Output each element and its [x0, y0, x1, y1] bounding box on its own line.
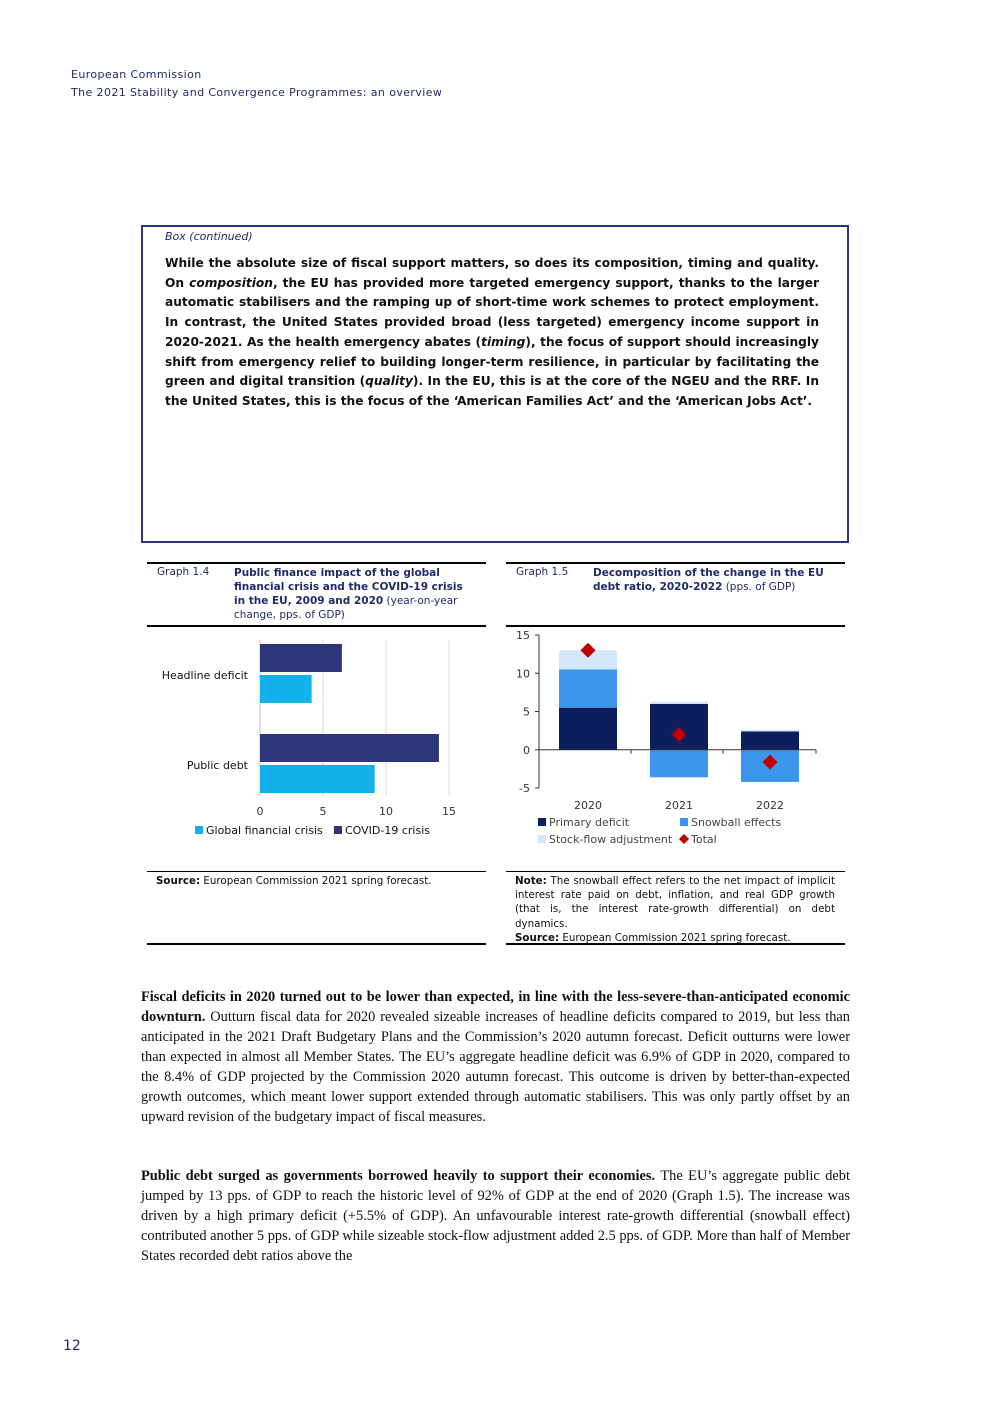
bar-snowball-effects [650, 750, 708, 778]
y-tick-label: 5 [523, 705, 530, 719]
bar-stock-flow-adjustment [741, 730, 799, 732]
graph15-bottom-rule [506, 943, 845, 945]
y-tick-label: 0 [523, 743, 530, 757]
legend-swatch [195, 826, 203, 834]
graph14-source-text: European Commission 2021 spring forecast. [200, 875, 432, 887]
bar-primary-deficit [741, 731, 799, 749]
graph14-top-rule [147, 562, 486, 564]
graph15-source-text: European Commission 2021 spring forecast. [559, 931, 791, 944]
x-tick-label: 5 [319, 805, 327, 818]
bar-primary-deficit [650, 704, 708, 750]
graph15-footer-rule [506, 871, 845, 872]
box-text-a: On [165, 275, 190, 290]
graph14-number: Graph 1.4 [157, 566, 210, 578]
header-org: European Commission [71, 68, 202, 81]
bar-global-financial-crisis [260, 765, 375, 793]
legend-swatch [538, 818, 546, 826]
box-italic-composition: composition [189, 275, 273, 290]
graph14-title-plain: (year-on-year change, pps. of GDP) [234, 595, 458, 621]
paragraph-deficits-text: Outturn fiscal data for 2020 revealed sizeable increases of headline deficits compared to 2019, but less than anticipated in the 2021 Draft Budgetary Plans and the Commission’s 2020 autumn forecast. Deficit outturns were lower than expected in almost all Member States. The EU’s aggregate headline deficit was 6.9% of GDP in 2020, compared to the 8.4% of GDP projected by the Commission 2020 autumn forecast. This outcome is driven by better-than-expected growth outcomes, which meant lower support extended through automatic stabilisers. This was only partly offset by an upward revision of the budgetary impact of fiscal measures. [141, 1009, 850, 1125]
x-tick-label: 0 [256, 805, 264, 818]
graph15-note-label: Note: [515, 875, 547, 887]
graph15-header-rule [506, 625, 845, 627]
legend-marker [679, 834, 689, 844]
paragraph-debt-lead: Public debt surged as governments borrowed heavily to support their economies. [141, 1168, 656, 1184]
legend-label: Stock-flow adjustment [549, 833, 673, 846]
box-italic-quality: quality [365, 374, 413, 389]
paragraph-debt-text: The EU’s aggregate public debt jumped by 13 pps. of GDP to reach the historic level of 92% of GDP at the end of 2020 (Graph 1.5). The increase was driven by a high primary deficit (+5.5% of GDP). An unfavourable interest rate-growth differential (snowball effect) contributed another 5 pps. of GDP while sizeable stock-flow adjustment added 2.5 pps. of GDP. More than half of Member States recorded debt ratios above the [141, 1168, 850, 1264]
category-label: Headline deficit [161, 669, 248, 682]
graph15-note-text: The snowball effect refers to the net impact of implicit interest rate paid on debt, inflation, and real GDP growth (that is, the interest rate-growth differential) on debt dynamics. [515, 875, 835, 930]
x-tick-label: 2021 [665, 799, 693, 812]
graph14-source-label: Source: [156, 875, 201, 887]
x-tick-label: 2022 [756, 799, 784, 812]
box-paragraph [165, 254, 819, 412]
box-lead: While the absolute size of fiscal support matters, so does its composition, timing and quality. [165, 256, 819, 270]
legend-swatch [680, 818, 688, 826]
bar-primary-deficit [559, 708, 617, 750]
graph15-number: Graph 1.5 [516, 566, 569, 578]
legend-swatch [538, 835, 546, 843]
graph14-source [156, 874, 481, 888]
legend-label: Snowball effects [691, 816, 782, 829]
box-label: Box (continued) [165, 230, 253, 243]
paragraph-debt [141, 1166, 850, 1266]
box-italic-timing: timing [481, 334, 526, 349]
paragraph-deficits [141, 987, 850, 1127]
bar-stock-flow-adjustment [650, 702, 708, 704]
legend-label: Primary deficit [549, 816, 630, 829]
legend-label: Global financial crisis [206, 824, 323, 837]
box-continued [141, 225, 849, 543]
graph15-note [515, 874, 835, 945]
graph14-header-rule [147, 625, 486, 627]
bar-covid-19-crisis [260, 734, 439, 762]
box-text-c: ), the focus of support should increasingly shift from emergency relief to building longer-term resilience, in particular by facilitating the green and digital transition ( [165, 334, 820, 389]
x-tick-label: 10 [379, 805, 393, 818]
graph15-title-plain: (pps. of GDP) [722, 581, 796, 593]
graph15-source-label: Source: [515, 931, 560, 944]
graph14-title [234, 566, 464, 622]
bar-covid-19-crisis [260, 644, 342, 672]
bar-snowball-effects [559, 669, 617, 707]
y-tick-label: 15 [516, 629, 530, 642]
x-tick-label: 15 [442, 805, 456, 818]
category-label: Public debt [186, 759, 248, 772]
legend-label: COVID-19 crisis [345, 824, 430, 837]
x-tick-label: 2020 [574, 799, 602, 812]
box-text-b: , the EU has provided more targeted emergency support, thanks to the larger automatic stabilisers and the ramping up of short-time work schemes to protect employment. In contrast, the United States provided broad (less targeted) emergency income support in 2020-2021. As the health emergency abates ( [165, 275, 819, 349]
paragraph-deficits-lead: Fiscal deficits in 2020 turned out to be lower than expected, in line with the less-severe-than-anticipated economic downturn. [141, 989, 850, 1025]
graph14-footer-rule [147, 871, 486, 872]
graph15-title-bold: Decomposition of the change in the EU debt ratio, 2020-2022 [593, 567, 824, 593]
graph15-top-rule [506, 562, 845, 564]
legend-swatch [334, 826, 342, 834]
graph15-chart [506, 628, 845, 868]
graph14-title-bold: Public finance impact of the global financial crisis and the COVID-19 crisis in the EU, 2009 and 2020 [234, 567, 463, 607]
bar-global-financial-crisis [260, 675, 312, 703]
graph14-chart [147, 628, 486, 868]
graph15-title [593, 566, 833, 594]
page-number: 12 [63, 1338, 81, 1354]
header-title: The 2021 Stability and Convergence Programmes: an overview [71, 86, 443, 99]
y-tick-label: -5 [519, 782, 530, 795]
box-text-d: ). In the EU, this is at the core of the NGEU and the RRF. In the United States, this is the focus of the ‘American Families Act’ and the ‘American Jobs Act’. [165, 374, 819, 408]
y-tick-label: 10 [516, 667, 530, 681]
legend-label: Total [691, 833, 717, 846]
graph14-bottom-rule [147, 943, 486, 945]
